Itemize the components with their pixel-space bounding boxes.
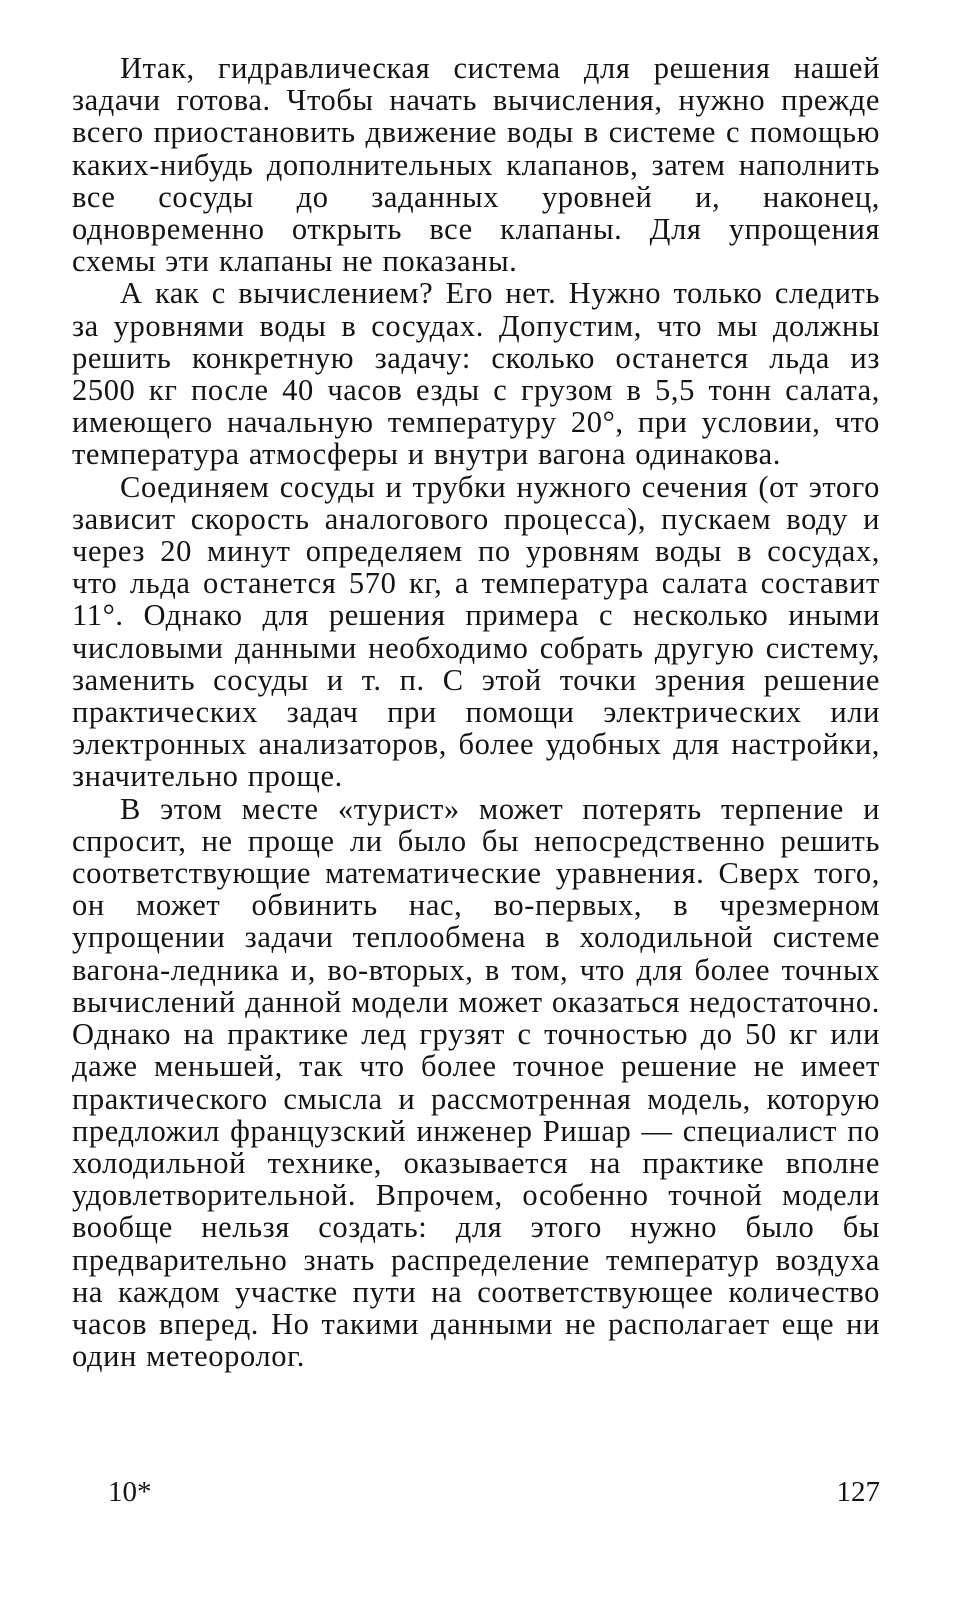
page-footer xyxy=(108,1476,880,1516)
paragraph-3: Соединяем сосуды и трубки нужного сечения (от этого зависит скорость аналогового процесса), пускаем воду и через 20 минут определяем по уровням воды в сосудах, что льда останется 570 кг, а температура салата составит 11°. Однако для решения примера с несколько иными числовыми данными необходимо собрать другую систему, заменить сосуды и т. п. С этой точки зрения решение практических задач при помощи электрических или электронных анализаторов, более удобных для настройки, значительно проще. xyxy=(72,469,880,794)
page-number: 127 xyxy=(836,1476,880,1508)
paragraph-2: А как с вычислением? Его нет. Нужно только следить за уровнями воды в сосудах. Допустим, что мы должны решить конкретную задачу: сколько останется льда из 2500 кг после 40 часов езды с грузом в 5,5 тонн салата, имеющего начальную температуру 20°, при условии, что температура атмосферы и внутри вагона одинакова. xyxy=(72,276,880,472)
paragraph-4: В этом месте «турист» может потерять терпение и спросит, не проще ли было бы непосредственно решить соответствующие математические уравнения. Сверх того, он может обвинить нас, во-первых, в чрезмерном упрощении задачи теплообмена в холодильной системе вагона-ледника и, во-вторых, в том, что для более точных вычислений данной модели может оказаться недостаточно. Однако на практике лед грузят с точностью до 50 кг или даже меньшей, так что более точное решение не имеет практического смысла и рассмотренная модель, которую предложил французский инженер Ришар — специалист по холодильной технике, оказывается на практике вполне удовлетворительной. Впрочем, особенно точной модели вообще нельзя создать: для этого нужно было бы предварительно знать распределение температур воздуха на каждом участке пути на соответствующее количество часов вперед. Но такими данными не располагает еще ни один метеоролог. xyxy=(72,791,880,1374)
paragraph-1: Итак, гидравлическая система для решения нашей задачи готова. Чтобы начать вычисления, нужно прежде всего приостановить движение воды в системе с помощью каких-нибудь дополнительных клапанов, затем наполнить все сосуды до заданных уровней и, наконец, одновременно открыть все клапаны. Для упрощения схемы эти клапаны не показаны. xyxy=(72,51,880,279)
signature-mark: 10* xyxy=(108,1476,152,1508)
page-body xyxy=(72,52,880,1372)
